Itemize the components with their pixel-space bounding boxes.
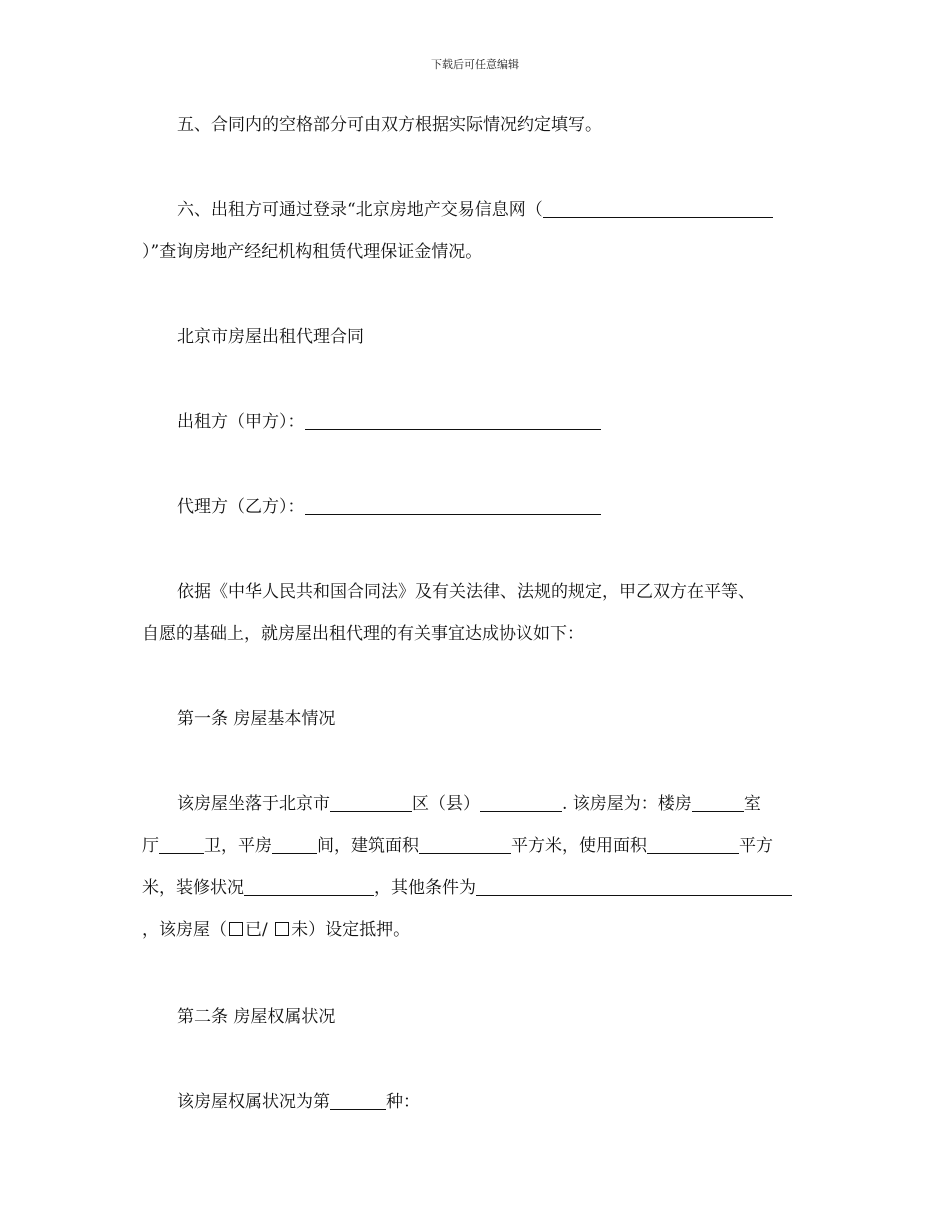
lessor-blank[interactable] [305, 411, 601, 430]
other-conditions-blank[interactable] [476, 877, 792, 896]
agent-line [142, 486, 847, 528]
art1-text: ，该房屋（ [142, 920, 227, 940]
contract-title: 北京市房屋出租代理合同 [177, 327, 364, 347]
article1-line2 [142, 825, 812, 867]
county-blank[interactable] [480, 793, 562, 812]
ownership-type-blank[interactable] [330, 1091, 386, 1110]
intro-line1: 依据《中华人民共和国合同法》及有关法律、法规的规定，甲乙双方在平等、 [177, 582, 755, 602]
page-header: 下载后可任意编辑 [431, 58, 519, 71]
intro-line2: 自愿的基础上，就房屋出租代理的有关事宜达成协议如下： [142, 624, 584, 644]
rooms-blank[interactable] [692, 793, 744, 812]
usable-area-blank[interactable] [647, 835, 739, 854]
halls-blank[interactable] [159, 835, 204, 854]
article1-line4 [142, 909, 812, 951]
article1-title: 第一条 房屋基本情况 [177, 709, 336, 729]
building-area-blank[interactable] [419, 835, 511, 854]
art1-text: 厅 [142, 836, 159, 856]
agent-blank[interactable] [305, 496, 601, 515]
art1-text: . 该房屋为：楼房 [562, 794, 692, 814]
art1-text: 平方 [739, 836, 773, 856]
art1-text: 已/ [245, 920, 274, 940]
article1-line3 [142, 867, 812, 909]
art1-text: ，其他条件为 [374, 878, 476, 898]
lessor-line [142, 401, 847, 443]
clause-six-line1 [142, 189, 847, 231]
website-blank[interactable] [543, 199, 773, 218]
art1-text: 未）设定抵押。 [291, 920, 411, 940]
art1-text: 米，装修状况 [142, 878, 244, 898]
art2-text: 该房屋权属状况为第 [177, 1092, 330, 1112]
art1-text: 该房屋坐落于北京市 [177, 794, 330, 814]
decoration-blank[interactable] [244, 877, 374, 896]
clause-five: 五、合同内的空格部分可由双方根据实际情况约定填写。 [177, 115, 602, 135]
lessor-label: 出租方（甲方）： [177, 412, 305, 432]
art1-text: 室 [743, 794, 761, 814]
mortgaged-checkbox[interactable] [229, 922, 243, 936]
art1-text: 平方米，使用面积 [511, 836, 647, 856]
clause-six-text: 六、出租方可通过登录“北京房地产交易信息网（ [177, 200, 543, 220]
art1-text: 卫，平房 [204, 836, 272, 856]
art1-text: 区（县） [412, 794, 480, 814]
district-blank[interactable] [330, 793, 412, 812]
agent-label: 代理方（乙方）： [177, 497, 305, 517]
bungalow-rooms-blank[interactable] [272, 835, 317, 854]
article2-title: 第二条 房屋权属状况 [177, 1007, 336, 1027]
art1-text: 间，建筑面积 [317, 836, 419, 856]
art2-text: 种： [386, 1092, 420, 1112]
article2-line1 [142, 1081, 847, 1123]
not-mortgaged-checkbox[interactable] [275, 922, 289, 936]
article1-line1 [142, 783, 847, 825]
clause-six-line2: ）”查询房地产经纪机构租赁代理保证金情况。 [142, 242, 483, 262]
